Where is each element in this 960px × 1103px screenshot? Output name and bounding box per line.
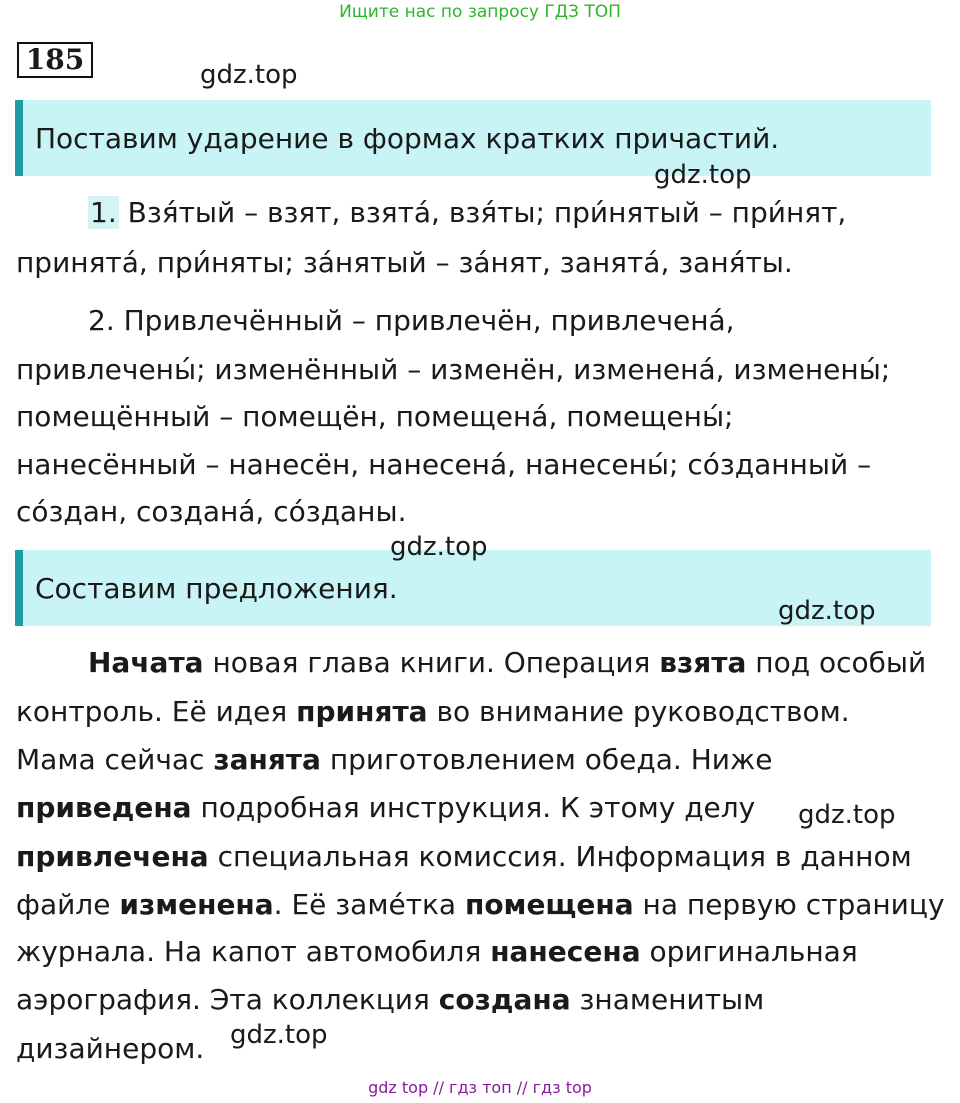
paragraph-1-text: Взя́тый – взят, взята́, взя́ты; при́нятый – при́нят,: [127, 196, 847, 229]
bold-word: привлечена: [16, 840, 209, 873]
sentence-line: [16, 695, 850, 728]
bold-word: изменена: [119, 888, 274, 921]
text-run: . Её заме́тка: [273, 888, 465, 921]
text-run: приготовлением обеда. Ниже: [320, 743, 773, 776]
paragraph-2-line-4: нанесённый – нанесён, нанесена́, нанесены́; со́зданный –: [16, 448, 872, 481]
text-run: Мама сейчас: [16, 743, 214, 776]
sentence-line: [16, 743, 773, 776]
watermark: gdz.top: [390, 532, 488, 562]
text-run: дизайнером.: [16, 1032, 205, 1065]
sentence-line: [16, 888, 945, 921]
text-run: специальная комиссия. Информация в данном: [208, 840, 912, 873]
text-run: под особый: [746, 646, 927, 679]
paragraph-2-line-2: привлечены́; изменённый – изменён, изменена́, изменены́;: [16, 353, 891, 386]
watermark: gdz.top: [200, 60, 298, 90]
watermark: gdz.top: [230, 1020, 328, 1050]
footer: gdz top // гдз топ // гдз top: [368, 1078, 592, 1097]
paragraph-2-line-3: помещённый – помещён, помещена́, помещены́;: [16, 400, 734, 433]
paragraph-1-number: 1.: [90, 196, 117, 229]
paragraph-1-line-1: [88, 196, 847, 229]
text-run: файле: [16, 888, 120, 921]
paragraph-1-line-2: принята́, при́няты; за́нятый – за́нят, занята́, заня́ты.: [16, 246, 793, 279]
text-run: журнала. На капот автомобиля: [16, 935, 491, 968]
sentence-line: [16, 983, 765, 1016]
watermark: gdz.top: [778, 596, 876, 626]
text-run: на первую страницу: [633, 888, 945, 921]
text-run: подробная инструкция. К этому делу: [191, 791, 756, 824]
text-run: новая глава книги. Операция: [203, 646, 660, 679]
bold-word: нанесена: [490, 935, 641, 968]
sentence-line: [88, 646, 927, 679]
paragraph-2-number: 2.: [88, 304, 115, 337]
text-run: во внимание руководством.: [427, 695, 850, 728]
watermark: gdz.top: [798, 800, 896, 830]
bold-word: приведена: [16, 791, 192, 824]
section2-heading-text: Составим предложения.: [35, 572, 398, 605]
sentence-line: [16, 791, 756, 824]
sentence-line: [16, 1032, 205, 1065]
paragraph-2-line-1: [88, 304, 735, 337]
section1-heading: [15, 100, 931, 176]
watermark: gdz.top: [654, 160, 752, 190]
text-run: оригинальная: [640, 935, 858, 968]
text-run: аэрография. Эта коллекция: [16, 983, 439, 1016]
bold-word: занята: [213, 743, 321, 776]
paragraph-2-text: Привлечённый – привлечён, привлечена́,: [123, 304, 735, 337]
section1-heading-text: Поставим ударение в формах кратких причастий.: [35, 121, 780, 155]
sentence-line: [16, 935, 858, 968]
text-run: контроль. Её идея: [16, 695, 297, 728]
bold-word: взята: [659, 646, 747, 679]
bold-word: создана: [438, 983, 571, 1016]
top-banner: Ищите нас по запросу ГДЗ ТОП: [339, 2, 621, 22]
bold-word: Начата: [88, 646, 204, 679]
paragraph-2-line-5: со́здан, создана́, со́зданы.: [16, 495, 407, 528]
sentence-line: [16, 840, 912, 873]
bold-word: принята: [296, 695, 428, 728]
task-number: 185: [17, 42, 93, 78]
text-run: знаменитым: [570, 983, 765, 1016]
bold-word: помещена: [464, 888, 634, 921]
